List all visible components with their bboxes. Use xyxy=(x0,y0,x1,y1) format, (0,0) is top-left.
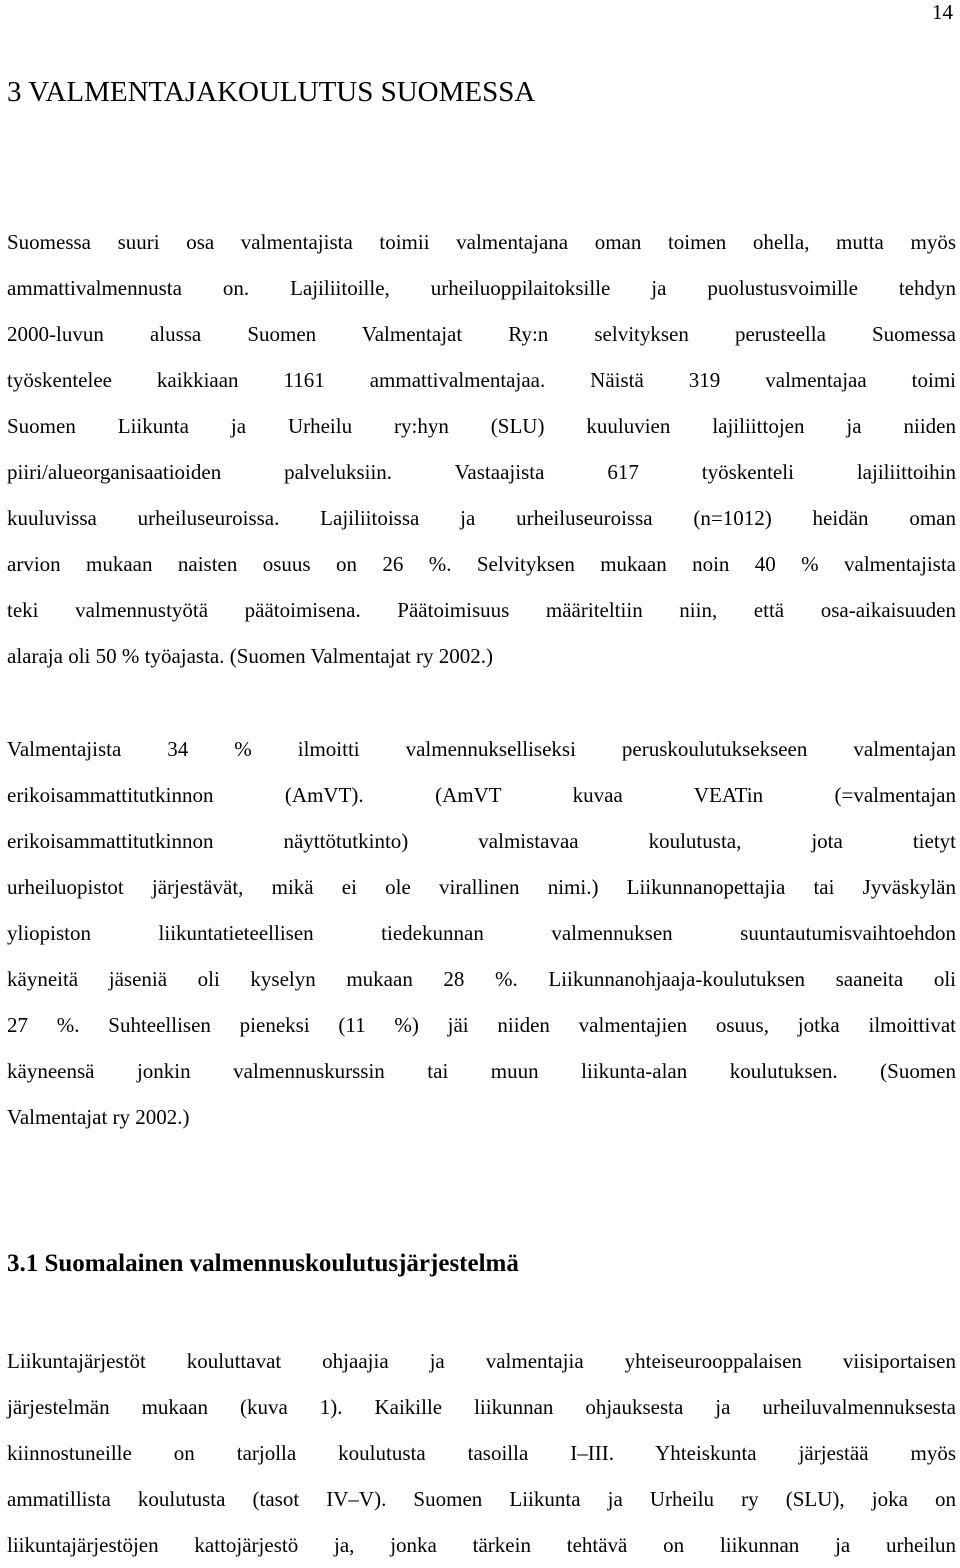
paragraph-line: käyneitä jäseniä oli kyselyn mukaan 28 %. Liikunnanohjaaja-koulutuksen saaneita oli xyxy=(7,967,956,991)
body-paragraph xyxy=(7,219,956,679)
paragraph-line: liikuntajärjestöjen kattojärjestö ja, jonka tärkein tehtävä on liikunnan ja urheilun xyxy=(7,1533,956,1557)
paragraph-line: urheiluopistot järjestävät, mikä ei ole virallinen nimi.) Liikunnanopettajia tai Jyväskylän xyxy=(7,875,956,899)
paragraph-line: 27 %. Suhteellisen pieneksi (11 %) jäi niiden valmentajien osuus, jotka ilmoittivat xyxy=(7,1013,956,1037)
paragraph-line: järjestelmän mukaan (kuva 1). Kaikille liikunnan ohjauksesta ja urheiluvalmennuksesta xyxy=(7,1395,956,1419)
paragraph-line: Liikuntajärjestöt kouluttavat ohjaajia ja valmentajia yhteiseurooppalaisen viisiportaisen xyxy=(7,1349,956,1373)
paragraph-line: alaraja oli 50 % työajasta. (Suomen Valmentajat ry 2002.) xyxy=(7,644,493,668)
paragraph-line: teki valmennustyötä päätoimisena. Päätoimisuus määriteltiin niin, että osa-aikaisuuden xyxy=(7,598,956,622)
paragraph-line: Suomessa suuri osa valmentajista toimii valmentajana oman toimen ohella, mutta myös xyxy=(7,230,956,254)
paragraph-line: kiinnostuneille on tarjolla koulutusta tasoilla I–III. Yhteiskunta järjestää myös xyxy=(7,1441,956,1465)
paragraph-line: kuuluvissa urheiluseuroissa. Lajiliitoissa ja urheiluseuroissa (n=1012) heidän oman xyxy=(7,506,956,530)
page-number: 14 xyxy=(932,0,953,24)
paragraph-line: työskentelee kaikkiaan 1161 ammattivalmentajaa. Näistä 319 valmentajaa toimi xyxy=(7,368,956,392)
paragraph-line: 2000-luvun alussa Suomen Valmentajat Ry:n selvityksen perusteella Suomessa xyxy=(7,322,956,346)
chapter-heading: 3 VALMENTAJAKOULUTUS SUOMESSA xyxy=(7,76,536,108)
paragraph-line: käyneensä jonkin valmennuskurssin tai muun liikunta-alan koulutuksen. (Suomen xyxy=(7,1059,956,1083)
paragraph-line: Valmentajista 34 % ilmoitti valmennukselliseksi peruskoulutuksekseen valmentajan xyxy=(7,737,956,761)
paragraph-line: erikoisammattitutkinnon (AmVT). (AmVT kuvaa VEATin (=valmentajan xyxy=(7,783,956,807)
paragraph-line: ammatillista koulutusta (tasot IV–V). Suomen Liikunta ja Urheilu ry (SLU), joka on xyxy=(7,1487,956,1511)
body-paragraph xyxy=(7,1338,956,1568)
section-heading: 3.1 Suomalainen valmennuskoulutusjärjestelmä xyxy=(7,1250,519,1277)
paragraph-line: Valmentajat ry 2002.) xyxy=(7,1105,190,1129)
paragraph-line: ammattivalmennusta on. Lajiliitoille, urheiluoppilaitoksille ja puolustusvoimille tehdyn xyxy=(7,276,956,300)
paragraph-line: yliopiston liikuntatieteellisen tiedekunnan valmennuksen suuntautumisvaihtoehdon xyxy=(7,921,956,945)
paragraph-line: piiri/alueorganisaatioiden palveluksiin. Vastaajista 617 työskenteli lajiliittoihin xyxy=(7,460,956,484)
paragraph-line: arvion mukaan naisten osuus on 26 %. Selvityksen mukaan noin 40 % valmentajista xyxy=(7,552,956,576)
paragraph-line: erikoisammattitutkinnon näyttötutkinto) valmistavaa koulutusta, jota tietyt xyxy=(7,829,956,853)
paragraph-line: Suomen Liikunta ja Urheilu ry:hyn (SLU) kuuluvien lajiliittojen ja niiden xyxy=(7,414,956,438)
body-paragraph xyxy=(7,726,956,1140)
